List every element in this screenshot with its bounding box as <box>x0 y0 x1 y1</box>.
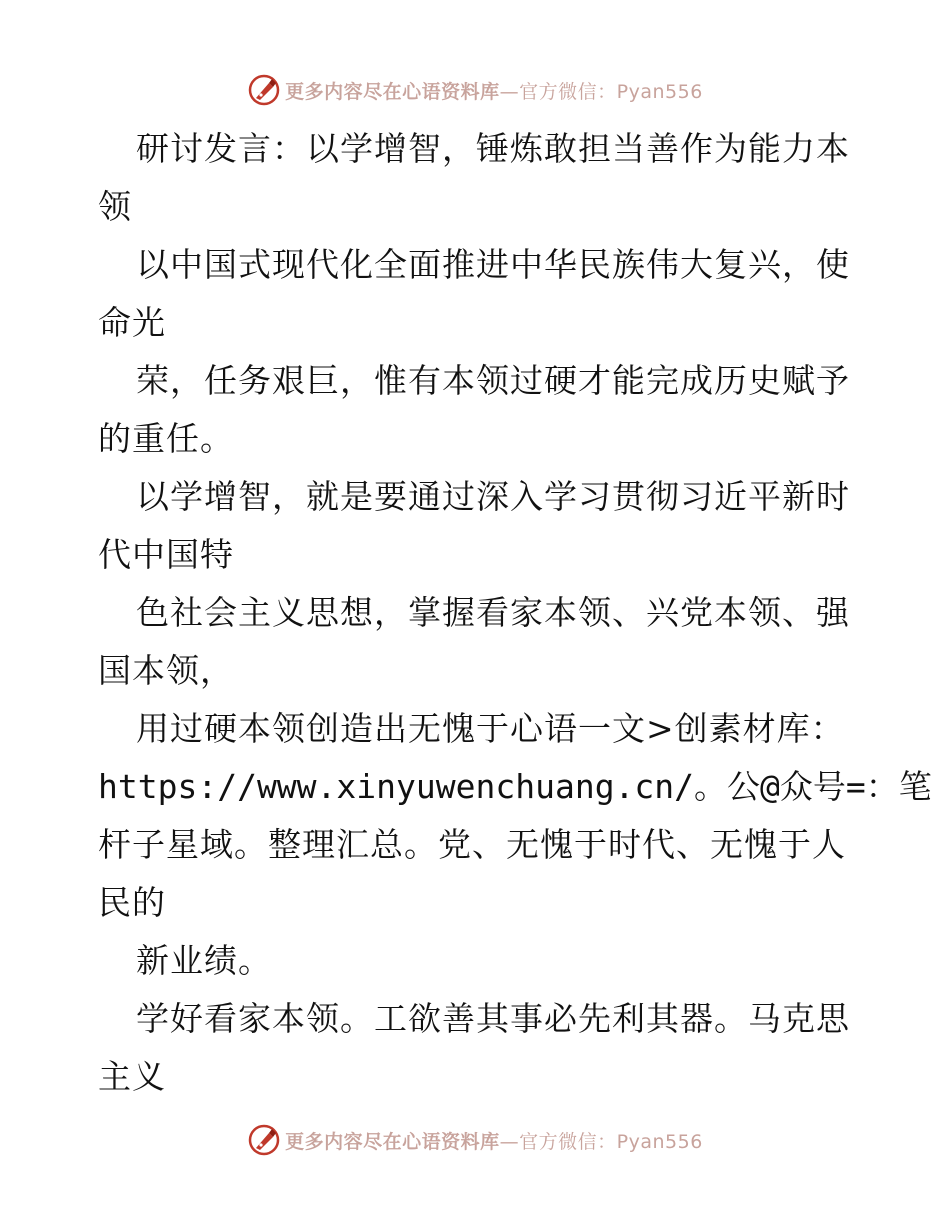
header-banner-text: 更多内容尽在心语资料库—官方微信：Pyan556 <box>285 80 703 103</box>
text-line: 命光 <box>98 303 166 342</box>
text-line: 研讨发言：以学增智，锤炼敢担当善作为能力本 <box>136 129 850 168</box>
text-line: 国本领， <box>98 651 234 690</box>
text-line: 新业绩。 <box>136 941 272 980</box>
text-line: 的重任。 <box>98 419 234 458</box>
text-line: 杆子星域。整理汇总。党、无愧于时代、无愧于人 <box>98 825 846 864</box>
text-line: 以中国式现代化全面推进中华民族伟大复兴，使 <box>136 245 850 284</box>
document-body <box>98 120 932 1106</box>
text-line: 领 <box>98 187 132 226</box>
text-line: 色社会主义思想，掌握看家本领、兴党本领、强 <box>136 593 850 632</box>
pen-nib-seal-logo-icon <box>247 1123 281 1157</box>
text-line: 用过硬本领创造出无愧于心语一文>创素材库： <box>136 709 845 748</box>
text-line: 代中国特 <box>98 535 234 574</box>
text-line: 学好看家本领。工欲善其事必先利其器。马克思 <box>136 999 850 1038</box>
pen-nib-seal-logo-icon <box>247 73 281 107</box>
text-line: 主义 <box>98 1057 166 1096</box>
header-banner <box>0 70 950 110</box>
footer-banner-text: 更多内容尽在心语资料库—官方微信：Pyan556 <box>285 1130 703 1153</box>
footer-banner <box>0 1120 950 1160</box>
text-line: 荣，任务艰巨，惟有本领过硬才能完成历史赋予 <box>136 361 850 400</box>
text-line: 民的 <box>98 883 166 922</box>
text-line-url: https://www.xinyuwenchuang.cn/。公@众号=：笔 <box>98 767 932 806</box>
text-line: 以学增智，就是要通过深入学习贯彻习近平新时 <box>136 477 850 516</box>
